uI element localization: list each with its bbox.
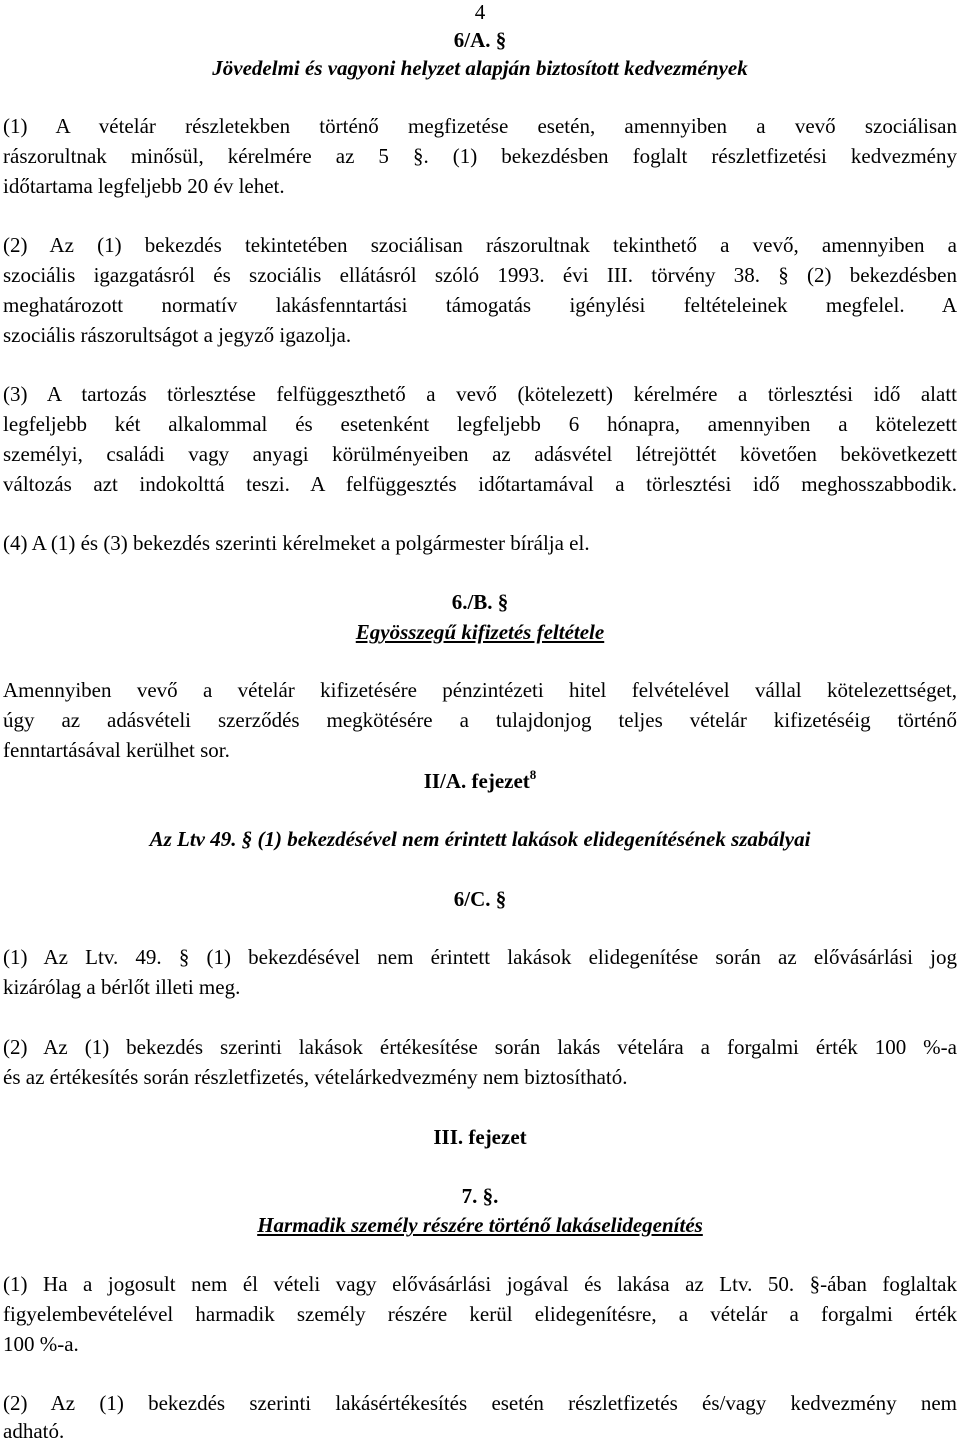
section-6c-p1-line2: kizárólag a bérlőt illeti meg.: [3, 975, 241, 999]
footnote-ref: 8: [529, 767, 537, 782]
section-6b-number: 6./B. §: [451, 590, 509, 614]
section-6a-p2-line2: szociális igazgatásról és szociális ellátásról szóló 1993. évi III. törvény 38. § (2) bekezdésben: [3, 263, 957, 287]
section-6c-p1-line1: (1) Az Ltv. 49. § (1) bekezdésével nem érintett lakások elidegenítése során az elővásárlási jog: [3, 945, 957, 969]
section-6a-p2-line1: (2) Az (1) bekezdés tekintetében szociálisan rászorultnak tekinthető a vevő, amennyiben a: [3, 233, 957, 257]
section-6b-p1-line3: fenntartásával kerülhet sor.: [3, 738, 230, 762]
section-7-p1-line1: (1) Ha a jogosult nem él vételi vagy elővásárlási jogával és lakása az Ltv. 50. §-ában foglaltak: [3, 1272, 957, 1296]
chapter-2a-heading: [3, 768, 957, 794]
section-6a-p1-line2: rászorultnak minősül, kérelmére az 5 §. (1) bekezdésben foglalt részletfizetési kedvezmény: [3, 144, 957, 168]
section-7-title: Harmadik személy részére történő lakáselidegenítés: [257, 1213, 703, 1237]
section-7-number: 7. §.: [461, 1184, 499, 1208]
chapter-2a-subtitle-rest: § (1) bekezdésével nem érintett lakások elidegenítésének szabályai: [241, 827, 811, 851]
section-6a-p3-line1: (3) A tartozás törlesztése felfüggeszthető a vevő (kötelezett) kérelmére a törlesztési idő alatt: [3, 382, 957, 406]
section-7-p1-line3: 100 %-a.: [3, 1332, 79, 1356]
page-number: 4: [474, 0, 486, 24]
chapter-2a-subtitle: [3, 826, 957, 852]
section-6b-p1-line2: úgy az adásvételi szerződés megkötésére a tulajdonjog teljes vételár kifizetéséig történő: [3, 708, 957, 732]
section-7-p2-line2: adható.: [3, 1419, 65, 1443]
section-6b-p1-line1: Amennyiben vevő a vételár kifizetésére pénzintézeti hitel felvételével vállal kötelezettséget,: [3, 678, 957, 702]
section-6a-p3-line2: legfeljebb két alkalommal és esetenként legfeljebb 6 hónapra, amennyiben a kötelezett: [3, 412, 957, 436]
section-6c-p2-line1: (2) Az (1) bekezdés szerinti lakások értékesítése során lakás vételára a forgalmi érték 100 %-a: [3, 1035, 957, 1059]
section-6a-p1-line3: időtartama legfeljebb 20 év lehet.: [3, 174, 285, 198]
section-7-p2-line1: (2) Az (1) bekezdés szerinti lakásértékesítés esetén részletfizetés és/vagy kedvezmény nem: [3, 1391, 957, 1415]
section-6a-p3-line3: személyi, családi vagy anyagi körülményeiben az adásvétel létrejöttét követően bekövetkezett: [3, 442, 957, 466]
section-6a-number: 6/A. §: [453, 28, 507, 52]
chapter-3-title: III. fejezet: [433, 1125, 527, 1149]
section-6a-p1-line1: (1) A vételár részletekben történő megfizetése esetén, amennyiben a vevő szociálisan: [3, 114, 957, 138]
section-6a-p2-line3: meghatározott normatív lakásfenntartási támogatás igénylési feltételeinek megfelel. A: [3, 293, 957, 317]
section-6a-p2-line4: szociális rászorultságot a jegyző igazolja.: [3, 323, 352, 347]
section-6b-title: Egyösszegű kifizetés feltétele: [355, 620, 605, 644]
section-7-p1-line2: figyelembevételével harmadik személy részére kerül elidegenítésre, a vételár a forgalmi érték: [3, 1302, 957, 1326]
section-6b-title-wrap: [3, 619, 957, 645]
section-6c-number: 6/C. §: [453, 887, 507, 911]
section-6a-p4-line1: (4) A (1) és (3) bekezdés szerinti kérelmeket a polgármester bírálja el.: [3, 531, 590, 555]
section-6a-title: Jövedelmi és vagyoni helyzet alapján biztosított kedvezmények: [212, 56, 748, 80]
section-7-title-wrap: [3, 1212, 957, 1238]
chapter-2a-subtitle-prefix: Az Ltv 49.: [149, 827, 237, 851]
chapter-2a-title: II/A. fejezet: [423, 769, 530, 793]
section-6c-p2-line2: és az értékesítés során részletfizetés, vételárkedvezmény nem biztosítható.: [3, 1065, 628, 1089]
section-6a-p3-line4: változás azt indokolttá teszi. A felfüggesztés időtartamával a törlesztési idő meghosszabbodik.: [3, 472, 957, 496]
